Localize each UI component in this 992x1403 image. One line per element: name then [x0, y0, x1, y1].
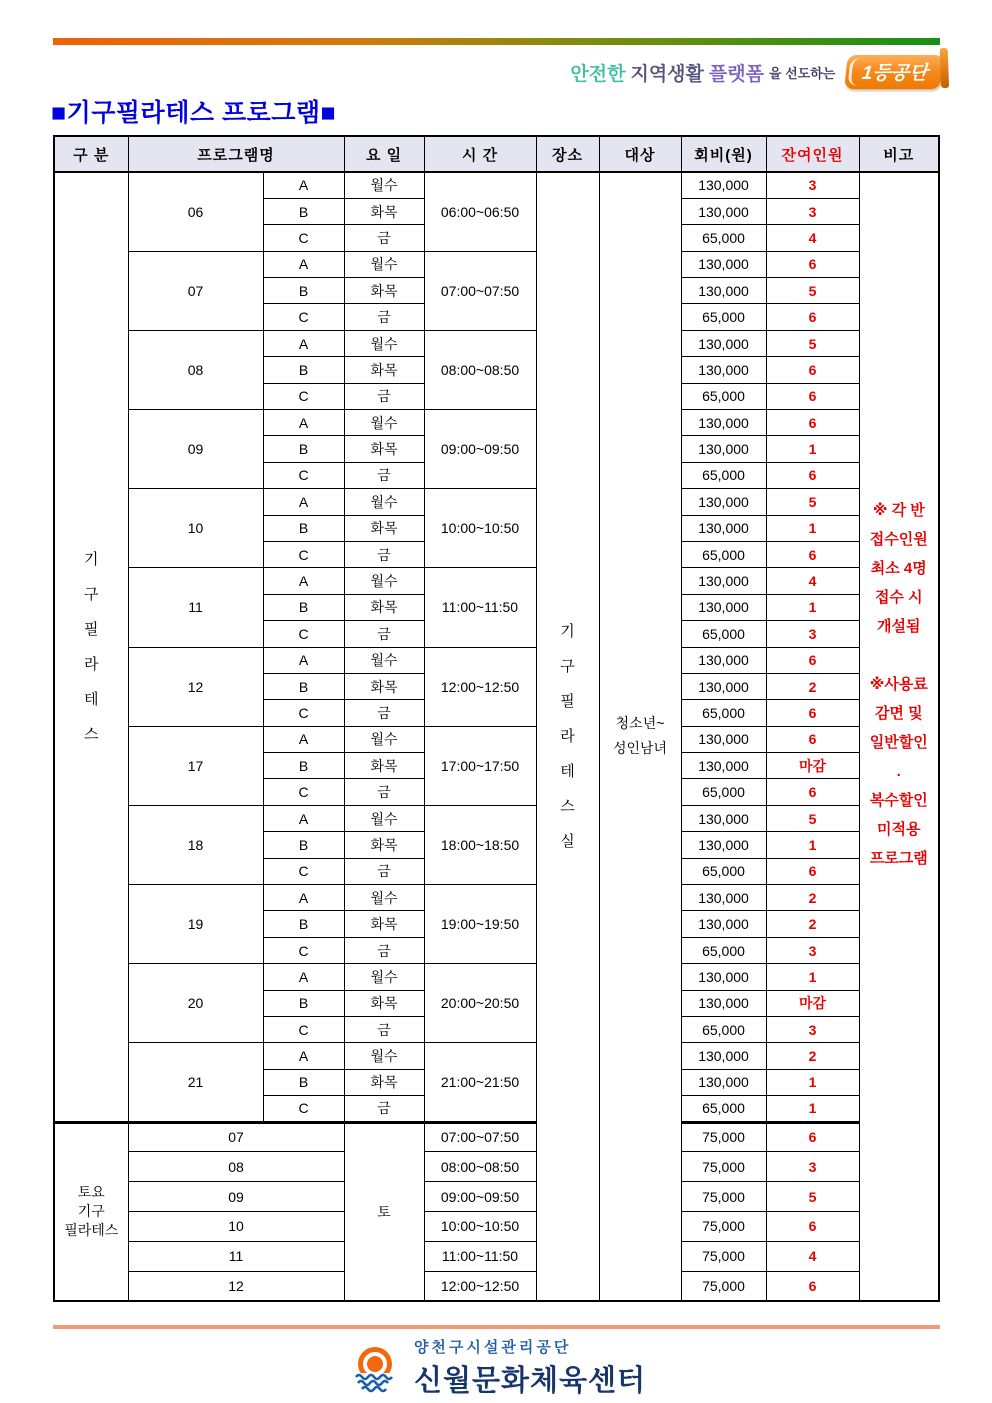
class-letter: A — [263, 647, 344, 673]
fee: 130,000 — [681, 198, 766, 224]
class-days: 화목 — [344, 753, 424, 779]
program-number: 06 — [128, 172, 263, 251]
top-gradient-bar — [53, 38, 940, 45]
remaining-count: 5 — [766, 805, 859, 831]
class-days: 월수 — [344, 330, 424, 356]
class-letter: C — [263, 700, 344, 726]
class-letter: C — [263, 937, 344, 963]
class-letter: B — [263, 753, 344, 779]
category-weekday: 기 구 필 라 테 스 — [54, 172, 128, 1122]
remaining-count: 3 — [766, 1152, 859, 1182]
fee: 65,000 — [681, 383, 766, 409]
class-letter: A — [263, 964, 344, 990]
program-table — [53, 135, 940, 1302]
remaining-count: 6 — [766, 410, 859, 436]
footer-divider-line — [53, 1325, 940, 1329]
class-letter: B — [263, 990, 344, 1016]
class-letter: A — [263, 489, 344, 515]
remaining-count: 3 — [766, 621, 859, 647]
column-header: 장소 — [536, 136, 599, 172]
class-days: 월수 — [344, 410, 424, 436]
fee: 65,000 — [681, 937, 766, 963]
column-header: 대상 — [599, 136, 681, 172]
remaining-count: 마감 — [766, 990, 859, 1016]
class-days: 화목 — [344, 911, 424, 937]
class-days: 금 — [344, 779, 424, 805]
fee: 65,000 — [681, 462, 766, 488]
fee: 130,000 — [681, 489, 766, 515]
fee: 130,000 — [681, 1043, 766, 1069]
class-days: 월수 — [344, 568, 424, 594]
program-number: 20 — [128, 964, 263, 1043]
remaining-count: 6 — [766, 647, 859, 673]
class-letter: B — [263, 198, 344, 224]
remaining-count: 3 — [766, 198, 859, 224]
column-header: 비고 — [859, 136, 939, 172]
class-time: 10:00~10:50 — [424, 1211, 536, 1241]
remaining-count: 2 — [766, 673, 859, 699]
fee: 65,000 — [681, 304, 766, 330]
class-days: 금 — [344, 700, 424, 726]
fee: 65,000 — [681, 779, 766, 805]
remaining-count: 1 — [766, 515, 859, 541]
class-days: 월수 — [344, 251, 424, 277]
class-letter: C — [263, 383, 344, 409]
tagline-word-platform: 플랫폼 — [708, 63, 764, 85]
footer-center-name: 신월문화체육센터 — [413, 1365, 647, 1397]
class-time: 06:00~06:50 — [424, 172, 536, 251]
class-letter: C — [263, 858, 344, 884]
remaining-count: 1 — [766, 832, 859, 858]
remaining-count: 3 — [766, 937, 859, 963]
class-days: 월수 — [344, 1043, 424, 1069]
class-letter: B — [263, 436, 344, 462]
remaining-count: 마감 — [766, 753, 859, 779]
remaining-count: 4 — [766, 225, 859, 251]
class-days: 화목 — [344, 594, 424, 620]
tagline — [570, 55, 942, 89]
class-days: 화목 — [344, 357, 424, 383]
remaining-count: 2 — [766, 1043, 859, 1069]
class-letter: C — [263, 462, 344, 488]
class-time: 18:00~18:50 — [424, 805, 536, 884]
remaining-count: 1 — [766, 1096, 859, 1122]
class-time: 10:00~10:50 — [424, 489, 536, 568]
fee: 65,000 — [681, 1096, 766, 1122]
remaining-count: 1 — [766, 1069, 859, 1095]
fee: 130,000 — [681, 990, 766, 1016]
class-letter: B — [263, 594, 344, 620]
program-number: 18 — [128, 805, 263, 884]
remaining-count: 6 — [766, 726, 859, 752]
fee: 130,000 — [681, 805, 766, 831]
remaining-count: 3 — [766, 1017, 859, 1043]
fee: 65,000 — [681, 858, 766, 884]
column-header: 구 분 — [54, 136, 128, 172]
target-audience: 청소년~ 성인남녀 — [599, 172, 681, 1301]
table-body — [54, 172, 939, 1301]
column-header: 잔여인원 — [766, 136, 859, 172]
class-time: 21:00~21:50 — [424, 1043, 536, 1122]
class-days: 월수 — [344, 885, 424, 911]
remaining-count: 6 — [766, 541, 859, 567]
class-time: 09:00~09:50 — [424, 1182, 536, 1212]
class-days: 금 — [344, 304, 424, 330]
remaining-count: 2 — [766, 885, 859, 911]
fee: 130,000 — [681, 172, 766, 198]
class-days: 화목 — [344, 515, 424, 541]
program-number: 11 — [128, 1241, 344, 1271]
fee: 130,000 — [681, 1069, 766, 1095]
program-number: 09 — [128, 1182, 344, 1212]
class-letter: C — [263, 304, 344, 330]
class-letter: C — [263, 779, 344, 805]
class-days: 금 — [344, 858, 424, 884]
class-days: 월수 — [344, 172, 424, 198]
fee: 75,000 — [681, 1182, 766, 1212]
program-number: 11 — [128, 568, 263, 647]
class-days: 화목 — [344, 278, 424, 304]
class-time: 20:00~20:50 — [424, 964, 536, 1043]
class-time: 09:00~09:50 — [424, 410, 536, 489]
remaining-count: 1 — [766, 964, 859, 990]
class-time: 19:00~19:50 — [424, 885, 536, 964]
remaining-count: 6 — [766, 700, 859, 726]
class-letter: B — [263, 357, 344, 383]
program-number: 12 — [128, 647, 263, 726]
fee: 65,000 — [681, 1017, 766, 1043]
class-time: 11:00~11:50 — [424, 1241, 536, 1271]
remaining-count: 5 — [766, 278, 859, 304]
remaining-count: 1 — [766, 594, 859, 620]
program-number: 21 — [128, 1043, 263, 1122]
fee: 130,000 — [681, 515, 766, 541]
class-time: 12:00~12:50 — [424, 1271, 536, 1301]
fee: 65,000 — [681, 225, 766, 251]
class-letter: C — [263, 1096, 344, 1122]
fee: 130,000 — [681, 568, 766, 594]
class-letter: A — [263, 726, 344, 752]
fee: 130,000 — [681, 726, 766, 752]
class-days: 화목 — [344, 673, 424, 699]
class-time: 17:00~17:50 — [424, 726, 536, 805]
class-letter: C — [263, 225, 344, 251]
class-days: 월수 — [344, 964, 424, 990]
fee: 75,000 — [681, 1152, 766, 1182]
program-number: 09 — [128, 410, 263, 489]
class-days: 금 — [344, 621, 424, 647]
fee: 130,000 — [681, 832, 766, 858]
program-number: 08 — [128, 330, 263, 409]
remaining-count: 6 — [766, 1122, 859, 1152]
fee: 130,000 — [681, 885, 766, 911]
class-days: 화목 — [344, 198, 424, 224]
class-days: 화목 — [344, 1069, 424, 1095]
first-rank-badge: 1등공단 — [845, 55, 944, 89]
remaining-count: 6 — [766, 462, 859, 488]
fee: 130,000 — [681, 911, 766, 937]
class-days: 월수 — [344, 726, 424, 752]
class-days: 월수 — [344, 805, 424, 831]
category-saturday: 토요 기구 필라테스 — [54, 1122, 128, 1301]
place: 기 구 필 라 테 스 실 — [536, 172, 599, 1301]
class-time: 12:00~12:50 — [424, 647, 536, 726]
remaining-count: 6 — [766, 251, 859, 277]
table-header-row — [54, 136, 939, 172]
program-number: 17 — [128, 726, 263, 805]
class-days: 화목 — [344, 436, 424, 462]
program-number: 07 — [128, 251, 263, 330]
class-letter: A — [263, 568, 344, 594]
footer-logo — [0, 1336, 992, 1399]
page-title: ■기구필라테스 프로그램■ — [51, 99, 337, 127]
tagline-word-safe: 안전한 — [570, 63, 626, 85]
program-number: 08 — [128, 1152, 344, 1182]
class-days: 금 — [344, 225, 424, 251]
class-letter: C — [263, 541, 344, 567]
notes: ※ 각 반 접수인원 최소 4명 접수 시 개설됨 ※사용료 감면 및 일반할인 . 복수할인 미적용 프로그램 — [859, 172, 939, 1301]
class-letter: A — [263, 410, 344, 436]
fee: 130,000 — [681, 753, 766, 779]
column-header: 요 일 — [344, 136, 424, 172]
class-letter: B — [263, 515, 344, 541]
class-days: 금 — [344, 1017, 424, 1043]
footer-org-name: 양천구시설관리공단 — [413, 1339, 572, 1356]
class-letter: C — [263, 621, 344, 647]
class-letter: A — [263, 1043, 344, 1069]
class-letter: B — [263, 1069, 344, 1095]
class-days: 화목 — [344, 832, 424, 858]
class-letter: B — [263, 278, 344, 304]
class-days: 월수 — [344, 647, 424, 673]
class-letter: A — [263, 805, 344, 831]
fee: 65,000 — [681, 621, 766, 647]
fee: 130,000 — [681, 278, 766, 304]
program-number: 10 — [128, 1211, 344, 1241]
class-time: 07:00~07:50 — [424, 251, 536, 330]
class-letter: A — [263, 172, 344, 198]
fee: 130,000 — [681, 251, 766, 277]
class-letter: A — [263, 885, 344, 911]
fee: 130,000 — [681, 410, 766, 436]
program-number: 07 — [128, 1122, 344, 1152]
fee: 130,000 — [681, 594, 766, 620]
sun-wave-logo-icon — [346, 1339, 404, 1397]
fee: 130,000 — [681, 357, 766, 383]
fee: 130,000 — [681, 436, 766, 462]
remaining-count: 6 — [766, 1211, 859, 1241]
class-days: 금 — [344, 937, 424, 963]
remaining-count: 4 — [766, 568, 859, 594]
program-number: 19 — [128, 885, 263, 964]
fee: 130,000 — [681, 647, 766, 673]
class-days: 금 — [344, 383, 424, 409]
fee: 75,000 — [681, 1211, 766, 1241]
remaining-count: 6 — [766, 858, 859, 884]
saturday-day: 토 — [344, 1122, 424, 1301]
tagline-word-community: 지역생활 — [630, 63, 704, 85]
column-header: 프로그램명 — [128, 136, 344, 172]
fee: 130,000 — [681, 330, 766, 356]
class-time: 08:00~08:50 — [424, 330, 536, 409]
fee: 65,000 — [681, 700, 766, 726]
remaining-count: 6 — [766, 357, 859, 383]
class-days: 화목 — [344, 990, 424, 1016]
remaining-count: 5 — [766, 330, 859, 356]
class-time: 11:00~11:50 — [424, 568, 536, 647]
class-days: 금 — [344, 541, 424, 567]
fee: 75,000 — [681, 1241, 766, 1271]
program-number: 10 — [128, 489, 263, 568]
class-days: 금 — [344, 462, 424, 488]
remaining-count: 5 — [766, 489, 859, 515]
tagline-word-leading: 을 선도하는 — [768, 65, 836, 81]
fee: 75,000 — [681, 1271, 766, 1301]
remaining-count: 6 — [766, 304, 859, 330]
remaining-count: 6 — [766, 1271, 859, 1301]
fee: 130,000 — [681, 673, 766, 699]
class-days: 금 — [344, 1096, 424, 1122]
remaining-count: 1 — [766, 436, 859, 462]
class-letter: B — [263, 673, 344, 699]
program-number: 12 — [128, 1271, 344, 1301]
class-letter: C — [263, 1017, 344, 1043]
remaining-count: 4 — [766, 1241, 859, 1271]
remaining-count: 2 — [766, 911, 859, 937]
fee: 65,000 — [681, 541, 766, 567]
column-header: 회비(원) — [681, 136, 766, 172]
remaining-count: 5 — [766, 1182, 859, 1212]
class-letter: B — [263, 911, 344, 937]
class-time: 07:00~07:50 — [424, 1122, 536, 1152]
class-time: 08:00~08:50 — [424, 1152, 536, 1182]
remaining-count: 3 — [766, 172, 859, 198]
column-header: 시 간 — [424, 136, 536, 172]
footer-text — [414, 1336, 646, 1399]
class-letter: A — [263, 251, 344, 277]
fee: 75,000 — [681, 1122, 766, 1152]
remaining-count: 6 — [766, 779, 859, 805]
class-days: 월수 — [344, 489, 424, 515]
class-letter: A — [263, 330, 344, 356]
class-letter: B — [263, 832, 344, 858]
remaining-count: 6 — [766, 383, 859, 409]
fee: 130,000 — [681, 964, 766, 990]
